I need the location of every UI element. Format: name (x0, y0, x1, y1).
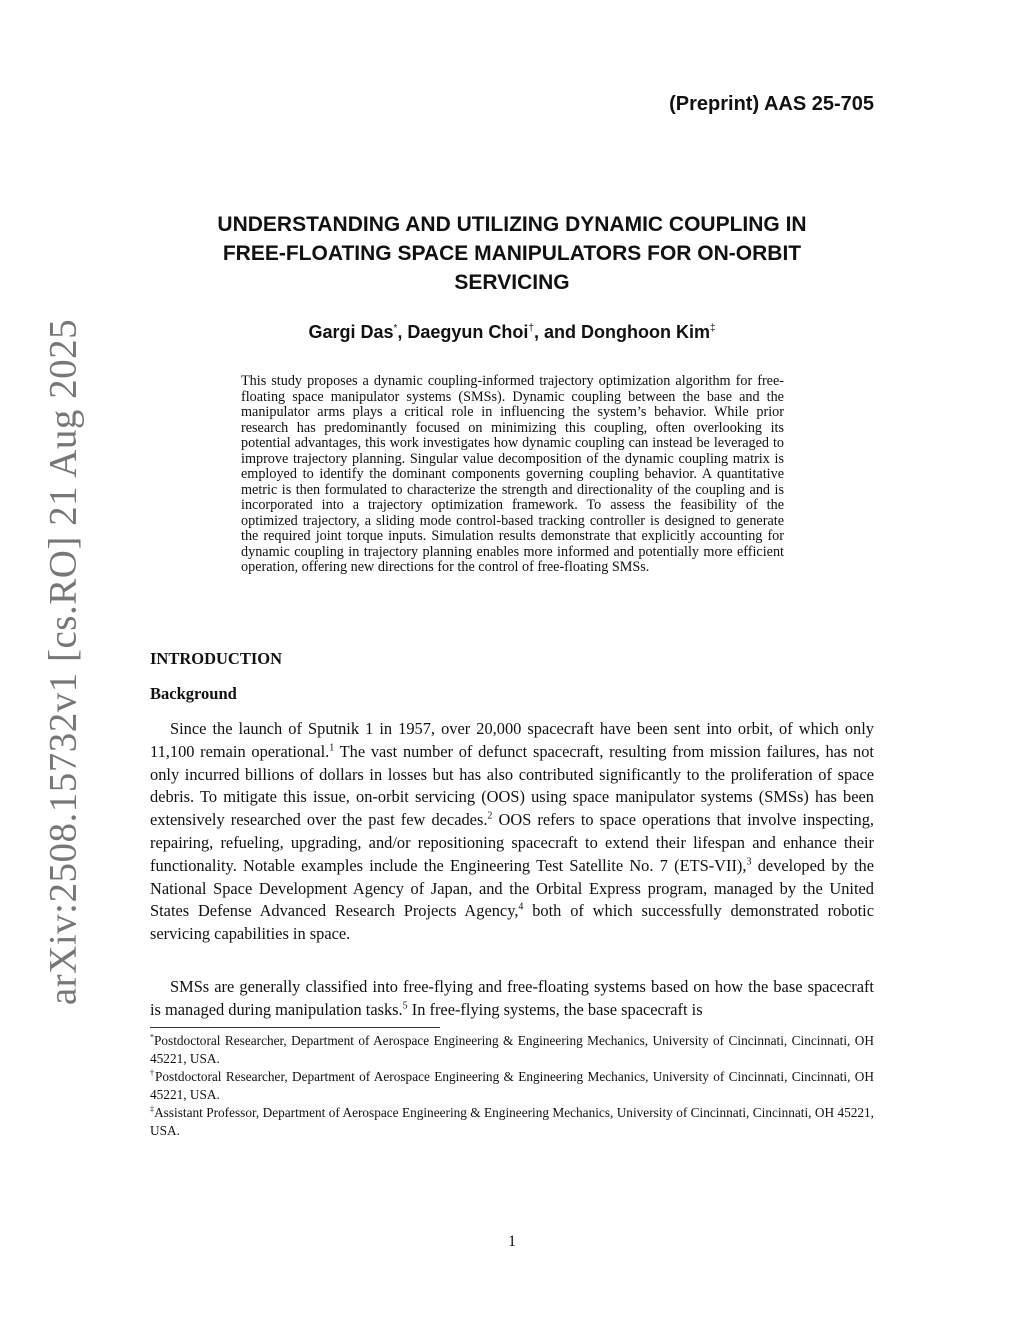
author-separator: , (397, 322, 408, 342)
author-separator: , (533, 322, 544, 342)
citation-ref: 5 (402, 1000, 408, 1012)
paper-title (150, 210, 874, 297)
citation-ref: 4 (518, 901, 524, 913)
footnote-mark: † (150, 1068, 156, 1078)
footnote (150, 1032, 874, 1068)
page-number: 1 (508, 1233, 516, 1250)
author-mark: † (528, 323, 534, 334)
author-list (150, 322, 874, 343)
footnote-rule (150, 1027, 440, 1028)
section-heading-introduction: INTRODUCTION (150, 649, 283, 668)
footnotes (150, 1032, 874, 1140)
author-conjunction: and (544, 322, 582, 342)
text-run: Since the launch of Sputnik 1 in 1957, over 20,000 spacecraft have been sent into orbit, of which only 11,100 remain operational. (150, 719, 874, 761)
author-mark: * (393, 323, 398, 334)
subsection-heading-background: Background (150, 684, 237, 703)
footnote-text: Postdoctoral Researcher, Department of Aerospace Engineering & Engineering Mechanics, University of Cincinnati, Cincinnati, OH 45221, USA. (150, 1069, 874, 1102)
title-line-2: FREE-FLOATING SPACE MANIPULATORS FOR ON-ORBIT (222, 242, 802, 265)
author-mark: ‡ (710, 323, 716, 334)
footnote-mark: ‡ (150, 1104, 155, 1114)
footnote (150, 1104, 874, 1140)
citation-ref: 2 (487, 810, 493, 822)
author-name: Daegyun Choi (407, 322, 529, 342)
footnote-text: Assistant Professor, Department of Aerospace Engineering & Engineering Mechanics, University of Cincinnati, Cincinnati, OH 45221, USA. (150, 1105, 875, 1138)
citation-ref: 3 (746, 856, 752, 868)
footnote-mark: * (150, 1032, 154, 1042)
text-run: SMSs are generally classified into free-flying and free-floating systems based on how the base spacecraft is managed during manipulation tasks. (150, 977, 874, 1019)
arxiv-watermark: arXiv:2508.15732v1 [cs.RO] 21 Aug 2025 (41, 318, 85, 1006)
text-run: developed by the National Space Development Agency of Japan, and the Orbital Express program, managed by the United States Defense Advanced Research Projects Agency, (150, 855, 874, 921)
text-run: The vast number of defunct spacecraft, resulting from mission failures, has not only incurred billions of dollars in losses but has also contributed significantly to the proliferation of space debris. To mitigate this issue, on-orbit servicing (OOS) using space manipulator systems (SMSs) has been extensively researched over the past few decades. (150, 741, 874, 830)
text-run: OOS refers to space operations that involve inspecting, repairing, refueling, upgrading, and/or repositioning spacecraft to extend their lifespan and enhance their functionality. Notable examples include the Engineering Test Satellite No. 7 (ETS-VII), (150, 810, 874, 875)
abstract: This study proposes a dynamic coupling-informed trajectory optimization algorithm for free-floating space manipulator systems (SMSs). Dynamic coupling between the base and the manipulator arms plays a critical role in influencing the system’s behavior. While prior research has predominantly focused on minimizing this coupling, often overlooking its potential advantages, this work investigates how dynamic coupling can instead be leveraged to improve trajectory planning. Singular value decomposition of the dynamic coupling matrix is employed to identify the dominant components governing coupling behavior. A quantitative metric is then formulated to characterize the strength and directionality of the coupling and is incorporated into a trajectory optimization framework. To assess the feasibility of the optimized trajectory, a sliding mode control-based tracking controller is designed to generate the required joint torque inputs. Simulation results demonstrate that explicitly accounting for dynamic coupling in trajectory planning enables more informed and potentially more efficient operation, offering new directions for the control of free-floating SMSs. (241, 373, 784, 575)
text-run: both of which successfully demonstrated robotic servicing capabilities in space. (150, 901, 874, 944)
title-line-1: UNDERSTANDING AND UTILIZING DYNAMIC COUPLING IN (217, 213, 807, 236)
footnote (150, 1068, 874, 1104)
footnote-text: Postdoctoral Researcher, Department of Aerospace Engineering & Engineering Mechanics, University of Cincinnati, Cincinnati, OH 45221, USA. (150, 1033, 874, 1066)
title-line-3: SERVICING (454, 271, 570, 294)
author-name: Donghoon Kim (581, 322, 710, 342)
paragraph-1 (150, 718, 874, 946)
text-run: In free-flying systems, the base spacecraft is (407, 999, 703, 1019)
author-name: Gargi Das (308, 322, 394, 342)
citation-ref: 1 (329, 742, 335, 754)
paragraph-2 (150, 976, 874, 1022)
preprint-label: (Preprint) AAS 25-705 (669, 93, 874, 115)
